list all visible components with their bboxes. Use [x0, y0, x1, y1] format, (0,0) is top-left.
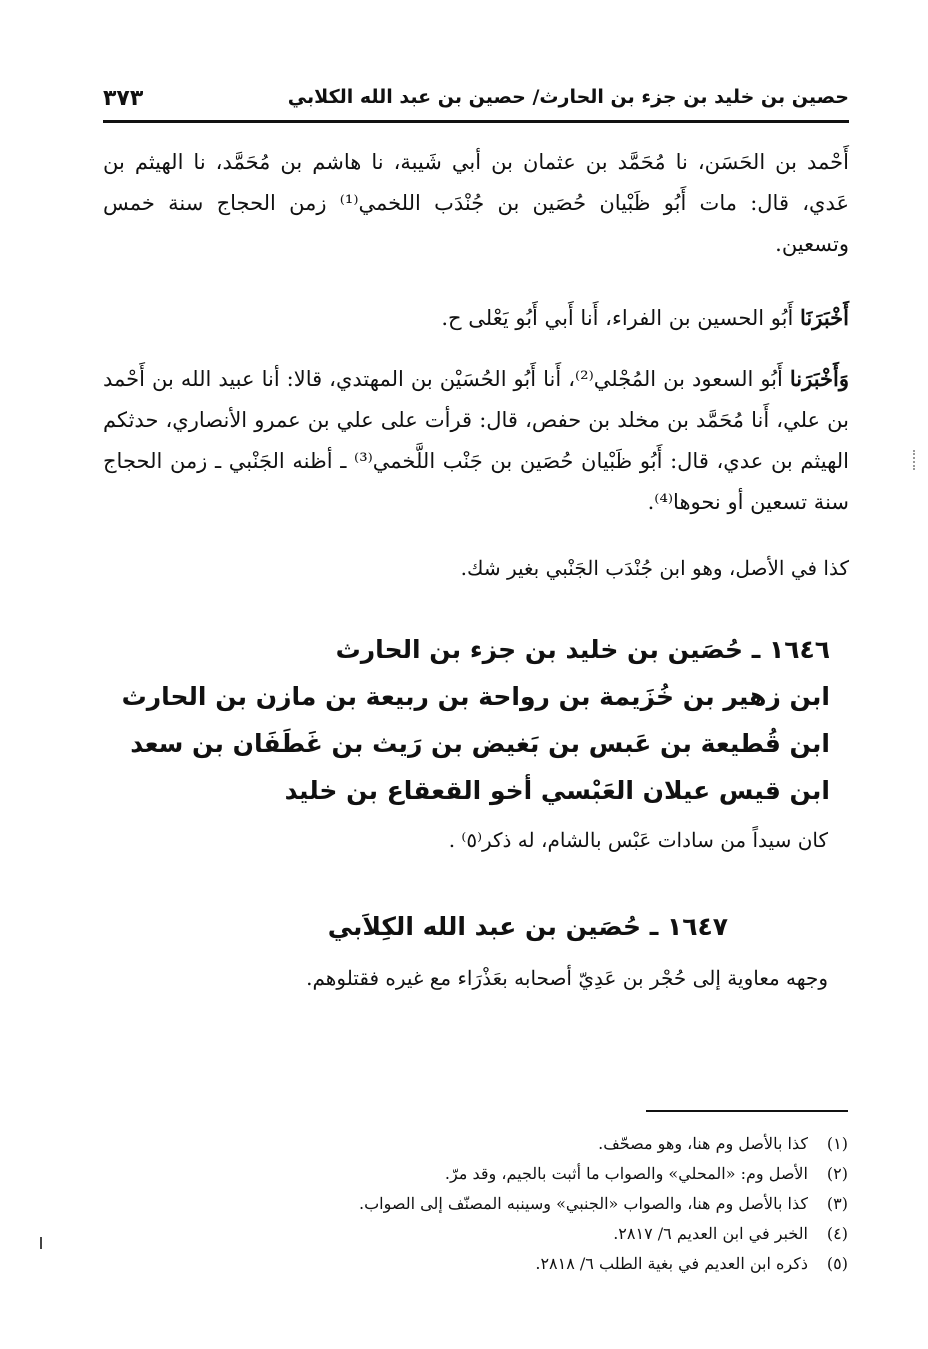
paragraph-isnad-1: أَحْمد بن الحَسَن، نا مُحَمَّد بن عثمان بن أبي شَيبة، نا هاشم بن مُحَمَّد، نا الهيثم بن عَدي، قال: مات أَبُو ظَبْيان حُصَين بن جُنْدَب اللخمي⁽¹⁾ زمن الحجاج سنة خمس وتسعين.: [103, 150, 849, 256]
footnote-5-text: ذكره ابن العديم في بغية الطلب ٦/ ٢٨١٨.: [535, 1254, 808, 1273]
footnote-2-number: (٢): [826, 1164, 848, 1183]
paragraph-isnad-2-text: أَبُو الحسين بن الفراء، أَنا أَبي أَبُو يَعْلى ح.: [441, 306, 801, 330]
footnote-3-number: (٣): [826, 1194, 848, 1213]
running-title: حصين بن خليد بن جزء بن الحارث/ حصين بن عبد الله الكلابي: [287, 86, 849, 108]
footnote-5-number: (٥): [826, 1254, 848, 1273]
footnote-4-number: (٤): [826, 1224, 848, 1243]
footnote-1-number: (١): [826, 1134, 848, 1153]
footnote-4: [148, 1219, 848, 1249]
entry-1646-note: كان سيداً من سادات عَبْس بالشام، له ذكر⁽٥⁾ .: [448, 828, 828, 852]
footnote-1: [148, 1129, 848, 1159]
entry-1646-line-2: ابن زهير بن خُزَيمة بن رواحة بن ربيعة بن مازن بن الحارث: [121, 682, 830, 711]
footnote-3: [148, 1189, 848, 1219]
entry-1646-line-3: ابن قُطيعة بن عَبس بن بَغيض بن رَيث بن غَطَفَان بن سعد: [130, 729, 830, 758]
editor-remark: كذا في الأصل، وهو ابن جُنْدَب الجَنْبي بغير شك.: [460, 556, 849, 580]
margin-dots: [913, 450, 917, 470]
entry-1647-text: وجهه معاوية إلى حُجْر بن عَدِيّ أصحابه بعَذْرَاء مع غيره فقتلوهم.: [306, 966, 828, 990]
footnotes: [148, 1129, 848, 1279]
running-header: [103, 84, 849, 123]
paragraph-isnad-3: [103, 358, 849, 523]
page-number: ٣٧٣: [103, 86, 144, 111]
paragraph-isnad-3-text: أَبُو السعود بن المُجْلي⁽²⁾، أَنا أَبُو الحُسَيْن بن المهتدي، قالا: أنا عبيد الله بن أَحْمد بن علي، أَنا مُحَمَّد بن مخلد بن حفص، قال: قرأت على علي بن عمرو الأنصاري، حدثكم الهيثم بن عدي، قال: أَبُو ظَبْيان حُصَين بن جَنْب اللَّخمي⁽³⁾ ـ أظنه الجَنْبي ـ زمن الحجاج سنة تسعين أو نحوها⁽⁴⁾.: [103, 367, 849, 514]
entry-1646-line-4: ابن قيس عيلان العَبْسي أخو القعقاع بن خليد: [284, 776, 830, 805]
footnote-4-text: الخبر في ابن العديم ٦/ ٢٨١٧.: [613, 1224, 808, 1243]
footnote-2: [148, 1159, 848, 1189]
footnote-2-text: الأصل وم: «المحلي» والصواب ما أثبت بالجيم، وقد مرّ.: [444, 1164, 808, 1183]
footnote-5: [148, 1249, 848, 1279]
paragraph-isnad-2: [103, 297, 849, 339]
entry-1646-heading: [121, 626, 830, 814]
entry-1647-heading: ١٦٤٧ ـ حُصَين بن عبد الله الكِلاَبي: [327, 912, 728, 941]
footnote-1-text: كذا بالأصل وم هنا، وهو مصحّف.: [598, 1134, 808, 1153]
akhbarana-lead: أَخْبَرَنَا: [800, 305, 849, 330]
footnote-separator: [646, 1110, 848, 1112]
margin-tick: [40, 1237, 42, 1249]
wa-akhbarana-lead: وَأَخْبَرَنا: [789, 366, 849, 391]
footnote-3-text: كذا بالأصل وم هنا، والصواب «الجنبي» وسينبه المصنّف إلى الصواب.: [359, 1194, 808, 1213]
entry-1646-line-1: ١٦٤٦ ـ حُصَين بن خليد بن جزء بن الحارث: [335, 635, 830, 664]
